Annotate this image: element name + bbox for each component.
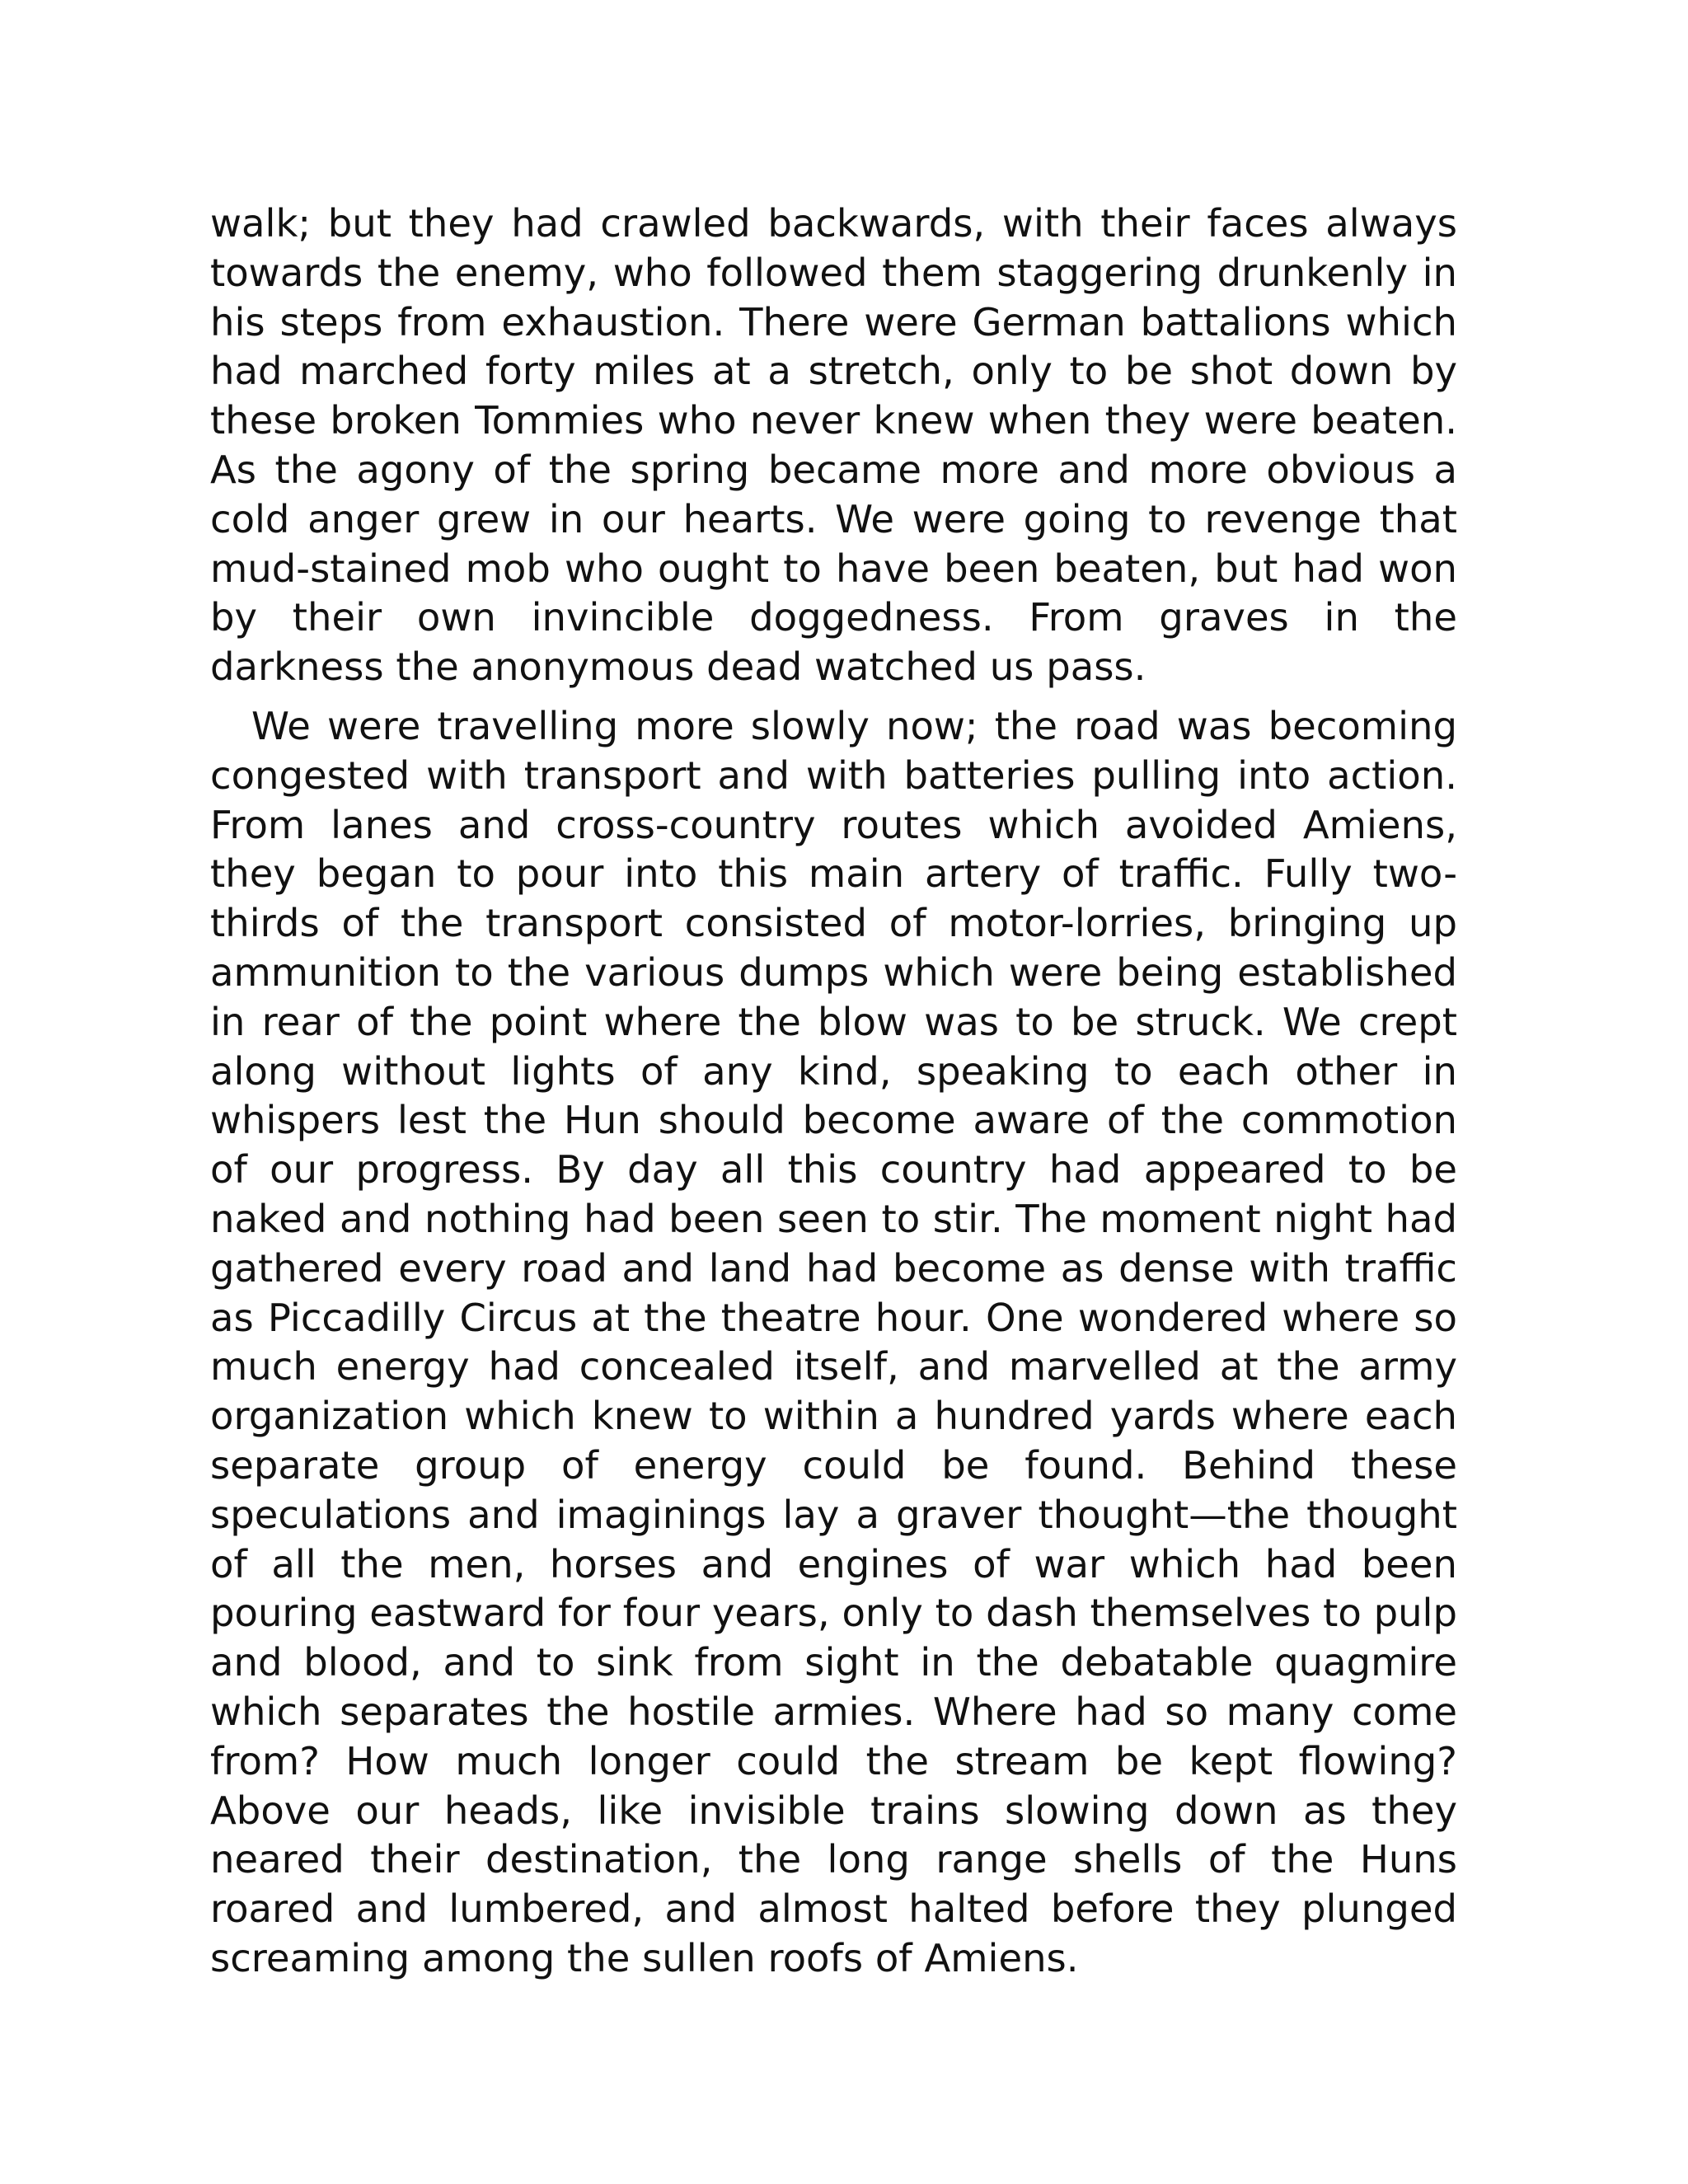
paragraph-1: walk; but they had crawled backwards, with their faces always towards the enemy, who followed them staggering drunkenly in his steps from exhaustion. There were German battalions which had marched forty miles at a stretch, only to be shot down by these broken Tommies who never knew when they were beaten. As the agony of the spring became more and more obvious a cold anger grew in our hearts. We were going to revenge that mud-stained mob who ought to have been beaten, but had won by their own invincible doggedness. From graves in the darkness the anonymous dead watched us pass.: [210, 201, 1457, 690]
page-body: [210, 199, 1457, 1984]
paragraph-2: We were travelling more slowly now; the road was becoming congested with transport and with batteries pulling into action. From lanes and cross-country routes which avoided Amiens, they began to pour into this main artery of traffic. Fully two-thirds of the transport consisted of motor-lorries, bringing up ammunition to the various dumps which were being established in rear of the point where the blow was to be struck. We crept along without lights of any kind, speaking to each other in whispers lest the Hun should become aware of the commotion of our progress. By day all this country had appeared to be naked and nothing had been seen to stir. The moment night had gathered every road and land had become as dense with traffic as Piccadilly Circus at the theatre hour. One wondered where so much energy had concealed itself, and marvelled at the army organization which knew to within a hundred yards where each separate group of energy could be found. Behind these speculations and imaginings lay a graver thought—the thought of all the men, horses and engines of war which had been pouring eastward for four years, only to dash themselves to pulp and blood, and to sink from sight in the debatable quagmire which separates the hostile armies. Where had so many come from? How much longer could the stream be kept flowing? Above our heads, like invisible trains slowing down as they neared their destination, the long range shells of the Huns roared and lumbered, and almost halted before they plunged screaming among the sullen roofs of Amiens.: [210, 703, 1457, 1980]
